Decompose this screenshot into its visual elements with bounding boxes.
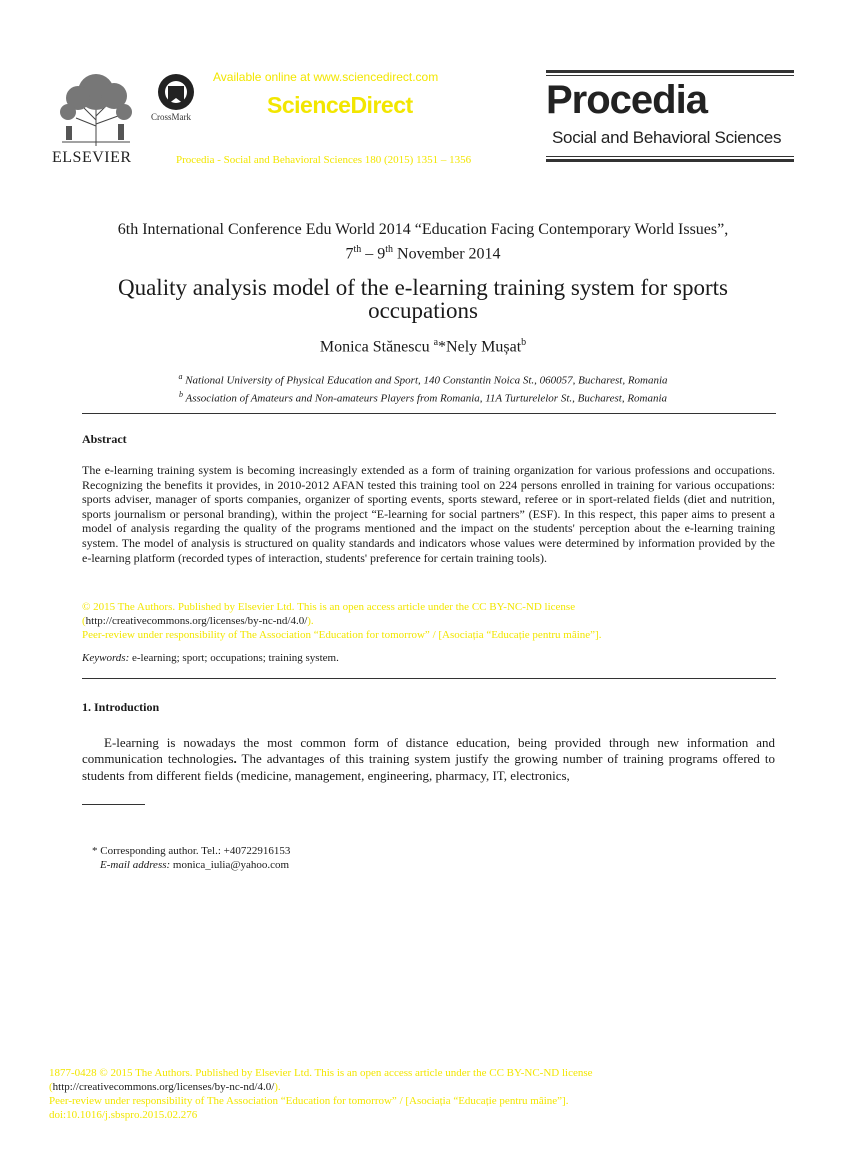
email-address[interactable]: monica_iulia@yahoo.com <box>170 859 290 871</box>
intro-text: The advantages of this training system justify the growing number of training programs offered to students from different fields (medicine, management, engineering, pharmacy, IT, electronics, <box>82 751 775 783</box>
affil-marker: a <box>178 372 183 381</box>
footer <box>49 1066 809 1122</box>
date-month-year: November 2014 <box>393 245 501 263</box>
paper-title-line2: occupations <box>368 298 478 323</box>
crossmark-label: CrossMark <box>151 112 191 122</box>
paper-title-line1: Quality analysis model of the e-learning training system for sports <box>117 275 728 300</box>
author-affil-marker: b <box>521 337 527 348</box>
conference-dates <box>60 240 786 264</box>
keywords <box>82 652 339 664</box>
journal-rule-top <box>546 70 794 73</box>
affil-marker: b <box>178 389 183 399</box>
journal-rule-bottom <box>546 159 794 162</box>
conference-name: 6th International Conference Edu World 2014 “Education Facing Contemporary World Issues”, <box>117 221 729 238</box>
affil-text: National University of Physical Education and Sport, 140 Constantin Noica St., 060057, Bucharest, Romania <box>182 374 668 387</box>
author-name: Monica Stănescu <box>319 338 434 356</box>
date-suffix: th <box>385 244 394 255</box>
abstract-heading: Abstract <box>82 432 127 446</box>
divider <box>82 678 776 679</box>
date-suffix: th <box>353 244 362 255</box>
footer-doi[interactable]: doi:10.1016/j.sbspro.2015.02.276 <box>49 1109 198 1121</box>
author-affil-marker: a <box>433 337 439 348</box>
license-block <box>82 600 775 642</box>
section-heading: 1. Introduction <box>82 700 160 714</box>
affiliation-a <box>60 370 786 388</box>
journal-subtitle: Social and Behavioral Sciences <box>552 128 782 147</box>
sciencedirect-logo[interactable]: ScienceDirect <box>267 92 413 118</box>
footer-peer-review: Peer-review under responsibility of The Association “Education for tomorrow” / [Asociația “Educație pentru mâine”]. <box>49 1095 569 1107</box>
intro-period: . <box>233 751 237 767</box>
conference-line <box>60 220 786 264</box>
divider <box>82 413 776 414</box>
paren: ( <box>49 1081 53 1093</box>
footer-license-link[interactable]: http://creativecommons.org/licenses/by-nc-nd/4.0/ <box>52 1081 275 1093</box>
footer-url-line <box>49 1080 809 1094</box>
license-line: © 2015 The Authors. Published by Elsevier Ltd. This is an open access article under the CC BY-NC-ND license <box>82 601 576 613</box>
intro-paragraph <box>82 735 775 784</box>
journal-title: Procedia <box>546 78 707 122</box>
keywords-list: e-learning; sport; occupations; training system. <box>129 652 339 664</box>
affiliation-b <box>60 388 786 406</box>
authors <box>60 337 786 356</box>
affil-text: Association of Amateurs and Non-amateurs Players from Romania, 11A Turturelelor St., Bucharest, Romania <box>182 392 668 405</box>
peer-review-line: Peer-review under responsibility of The Association “Education for tomorrow” / [Asociația “Educație pentru mâine”]. <box>82 629 602 641</box>
elsevier-wordmark: ELSEVIER <box>52 149 132 166</box>
footnote-rule <box>82 804 145 805</box>
paren: ). <box>274 1081 281 1093</box>
footnote <box>92 844 290 872</box>
keywords-label: Keywords: <box>82 652 130 664</box>
date-end: – 9 <box>361 245 386 263</box>
journal-rule-bottom-thin <box>546 156 794 157</box>
abstract-text: The e-learning training system is becoming increasingly extended as a form of training organization for various professions and occupations. Recognizing the benefits it provides, in 2010-2012 AFAN tested this training tool on 224 persons enrolled in training for various occupations: sports adviser, manager of sports companies, organizer of sporting events, sports steward, referee or in sport-related fields (diet and nutrition, sports journalism or personal branding), within the project “E-learning for social partners” (ESF). In this respect, this paper aims to present a model of analysis regarding the quality of the programs mentioned and the impact on the students' perception about the e-learning training system. The model of analysis is structured on quality standards and indicators whose values were determined by information provided by the e-learning platform (recorded types of interaction, students' preference for certain training tools). <box>82 463 775 565</box>
email-line <box>92 858 290 872</box>
license-url-line <box>82 614 775 628</box>
corresponding-author: * Corresponding author. Tel.: +40722916153 <box>92 845 291 857</box>
footer-license: 1877-0428 © 2015 The Authors. Published by Elsevier Ltd. This is an open access article under the CC BY-NC-ND license <box>49 1067 593 1079</box>
paren: ). <box>307 615 314 627</box>
journal-rule-top-thin <box>546 75 794 76</box>
affiliations <box>60 370 786 405</box>
available-online-link[interactable]: Available online at www.sciencedirect.com <box>213 70 439 84</box>
license-link[interactable]: http://creativecommons.org/licenses/by-nc-nd/4.0/ <box>85 615 308 627</box>
date-start: 7 <box>345 245 354 263</box>
author-name: *Nely Mușat <box>438 338 522 356</box>
paper-title <box>60 276 786 322</box>
paren: ( <box>82 615 86 627</box>
intro-text: E-learning is nowadays the most common form of distance education, being provided through new information and communication technologies <box>82 735 775 767</box>
email-label: E-mail address: <box>100 859 171 871</box>
journal-reference: Procedia - Social and Behavioral Sciences 180 (2015) 1351 – 1356 <box>176 154 472 166</box>
